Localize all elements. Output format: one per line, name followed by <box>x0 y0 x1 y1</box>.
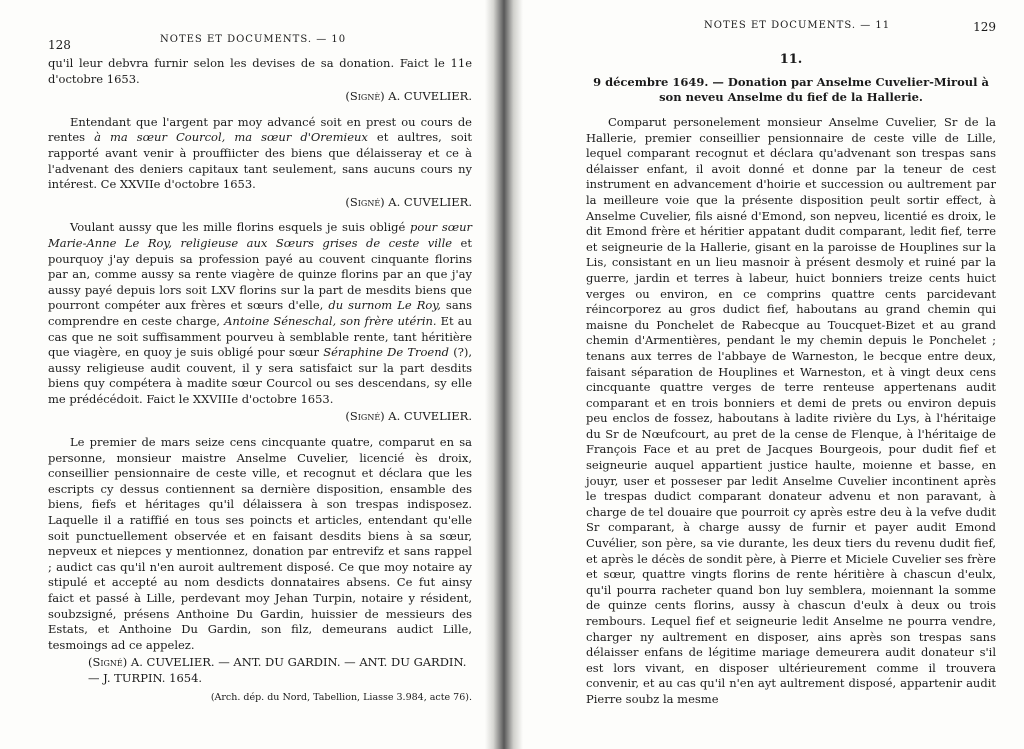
signature-1: (Signè) A. CUVELIER. <box>345 89 472 104</box>
right-paragraph: Comparut personelement monsieur Anselme Cuvelier, Sr de la Hallerie, premier conseillier pensionnaire de ceste ville de Lille, lequel comparant recognut et déclara qu'advenant son trespas sans délaisser enfant, il avoit donné et donne par la teneur de cest instrument en advancement d'hoirie et succession ou aultrement par la meilleure voie que la présente disposition peult sortir effect, à Anselme Cuvelier, fils aisné d'Emond, son nepveu, licentié es droix, le dit Emond frère et héritier appatant dudit comparant, ledit fief, terre et seigneurie de la Hallerie, gisant en la paroisse de Houplines sur la Lis, consistant en un lieu masnoir à présent desmoly et ruiné par la guerre, jardin et terres à labeur, huict bonniers treize cents huict verges ou environ, en ce comprins quattre cents parcidevant réincorporez au gros dudict fief, haboutans au grand chemin qui maisne du Ponchelet de Rabecque au Toucquet-Bizet et au grand chemin d'Armentières, pendant le my chemin depuis le Ponchelet ; tenans aux terres de l'abbaye de Warneston, le becque entre deux, faisant séparation de Houplines et Warneston, et à vingt deux cens cincquante quattre verges de terre renteuse appertenans audit comparant et en trois bonniers et demi de prets ou environ depuis peu enclos de fossez, haboutans à ladite rivière du Lys, à l'héritaige du Sr de Nœufcourt, au pret de la cense de Flenque, à l'héritaige de François Face et au pret de Jacques Bourgeois, pour dudit fief et seigneurie auquel appartient justice haulte, moienne et basse, en jouyr, user et posseser par ledit Anselme Cuvelier incontinent après le trespas dudict comparant donateur advenu et non paravant, à charge de tel douaire que pourroit cy après estre deu à la vefve dudit Sr comparant, à charge aussy de furnir et payer audit Emond Cuvélier, son père, sa vie durante, les deux tiers du revenu dudit fief, et après le décès de sondit père, à Pierre et Miciele Cuvelier ses frère et sœur, quattre vingts florins de rente héritière à chascun d'eulx, qu'il pourra racheter quand bon luy semblera, moiennant la somme de quinze cents florins, aussy à chascun d'eulx à deux ou trois rembours. Lequel fief et seigneurie ledit Anselme ne pourra vendre, charger ny aultrement en disposer, ains après son trespas sans délaisser enfans de légitime mariage demeurera audit donateur s'il est lors vivant, en disposer ultérieurement comme il trouvera convenir, et au cas qu'il n'en ayt aultrement disposé, appartenir audit Pierre soubz la mesme <box>586 115 996 706</box>
document-number: 11. <box>779 52 803 67</box>
paragraph-4: Le premier de mars seize cens cincquante quatre, comparut en sa personne, monsieur maistre Anselme Cuvelier, licencié ès droix, conseillier pensionnaire de ceste ville, et recognut et déclara que les escripts cy dessus contiennent sa dernière disposition, ensamble des biens, fiefs et héritages qu'il délaissera à son trespas indisposez. Laquelle il a ratiffié en tous ses poincts et articles, entendant qu'elle soit punctuellement observée et en faisant desdits biens à sa sœur, nepveux et niepces y mentionnez, donation par entrevifz et sans rappel ; audict cas qu'il n'en auroit aultrement disposé. Ce que moy notaire ay stipulé et accepté au nom desdicts donnataires absens. Ce fut ainsy faict et passé à Lille, perdevant moy Jehan Turpin, notaire y résident, soubzsigné, présens Anthoine Du Gardin, huissier de messieurs des Estats, et Anthoine Du Gardin, son filz, demeurans audict Lille, tesmoings ad ce appelez. <box>48 435 472 652</box>
paragraph-1: qu'il leur debvra furnir selon les devises de sa donation. Faict le 11e d'octobre 1653. <box>48 56 472 86</box>
right-running-head <box>586 20 996 42</box>
signature-3: (Signé) A. CUVELIER. <box>345 409 472 424</box>
left-page <box>0 0 490 749</box>
left-running-head <box>48 34 472 56</box>
right-page <box>520 0 1024 749</box>
paragraph-3: Voulant aussy que les mille florins esquels je suis obligé pour sœur Marie-Anne Le Roy, religieuse aux Sœurs grises de ceste ville et pourquoy j'ay depuis sa profession payé au couvent cinquante florins par an, comme aussy sa rente viagère de quinze florins par an que j'ay aussy payé depuis lors soit LXV florins sur la part de mesdits biens que pourront compéter aux frères et sœurs d'elle, du surnom Le Roy, sans comprendre en ceste charge, Antoine Séneschal, son frère utérin. Et au cas que ne soit suffisamment pourveu à semblable rente, tant héritière que viagère, en quoy je suis obligé pour sœur Séraphine De Troend (?), aussy religieuse audit couvent, il y sera satisfaict sur la part desdits biens quy compétera à madite sœur Courcol ou ses descendans, sy elle me prédécédoit. Faict le XXVIIIe d'octobre 1653. <box>48 220 473 406</box>
document-heading: 9 décembre 1649. — Donation par Anselme Cuvelier-Miroul à son neveu Anselme du fief de la Hallerie. <box>593 75 989 104</box>
book-gutter <box>485 0 523 749</box>
right-page-number: 129 <box>973 20 996 34</box>
paragraph-2: Entendant que l'argent par moy advancé soit en prest ou cours de rentes à ma sœur Courcol, ma sœur d'Oremieux et aultres, soit rapporté avant venir à prouffiicter des biens que délaisseray et ce à l'advenant des deniers capitaux tant seulement, sans aucuns cours ny intérest. Ce XXVIIe d'octobre 1653. <box>48 114 472 192</box>
left-body <box>48 56 472 705</box>
signature-2: (Signé) A. CUVELIER. <box>345 194 472 209</box>
left-running-title: NOTES ET DOCUMENTS. — 10 <box>160 34 347 45</box>
right-running-title: NOTES ET DOCUMENTS. — 11 <box>704 20 891 31</box>
signature-4: (Signé) A. CUVELIER. — ANT. DU GARDIN. — ANT. DU GARDIN. — J. TURPIN. 1654. <box>88 655 467 685</box>
left-page-number: 128 <box>48 38 71 52</box>
right-body <box>586 115 996 708</box>
archive-reference: (Arch. dép. du Nord, Tabellion, Liasse 3.984, acte 76). <box>210 691 472 703</box>
